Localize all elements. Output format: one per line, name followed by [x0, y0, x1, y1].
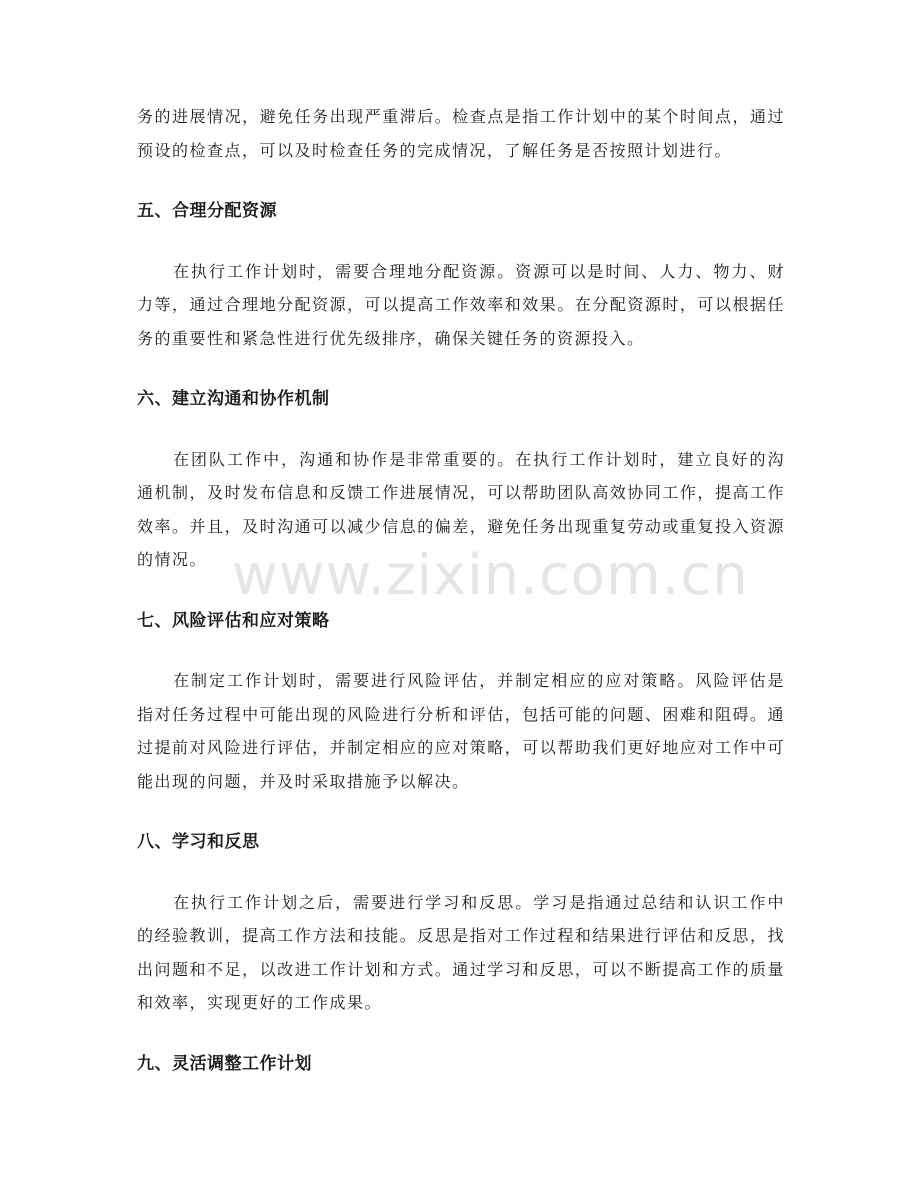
document-page: [137, 100, 785, 1081]
section-paragraph-8: 在执行工作计划之后，需要进行学习和反思。学习是指通过总结和认识工作中的经验教训，提高工作方法和技能。反思是指对工作过程和结果进行评估和反思，找出问题和不足，以改进工作计划和方式。通过学习和反思，可以不断提高工作的质量和效率，实现更好的工作成果。: [137, 892, 785, 1012]
continued-paragraph: 务的进展情况，避免任务出现严重滞后。检查点是指工作计划中的某个时间点，通过预设的检查点，可以及时检查任务的完成情况，了解任务是否按照计划进行。: [137, 107, 785, 160]
section-heading-6: 六、建立沟通和协作机制: [137, 389, 330, 409]
section-heading-5: 五、合理分配资源: [137, 201, 277, 221]
watermark-logo: www.zixin.com.cn: [232, 543, 749, 608]
section-paragraph-7: 在制定工作计划时，需要进行风险评估，并制定相应的应对策略。风险评估是指对任务过程中可能出现的风险进行分析和评估，包括可能的问题、困难和阻碍。通过提前对风险进行评估，并制定相应的应对策略，可以帮助我们更好地应对工作中可能出现的问题，并及时采取措施予以解决。: [137, 671, 785, 791]
section-paragraph-5: 在执行工作计划时，需要合理地分配资源。资源可以是时间、人力、物力、财力等，通过合理地分配资源，可以提高工作效率和效果。在分配资源时，可以根据任务的重要性和紧急性进行优先级排序，确保关键任务的资源投入。: [137, 261, 785, 348]
section-paragraph-6: 在团队工作中，沟通和协作是非常重要的。在执行工作计划时，建立良好的沟通机制，及时发布信息和反馈工作进展情况，可以帮助团队高效协同工作，提高工作效率。并且，及时沟通可以减少信息的偏差，避免任务出现重复劳动或重复投入资源的情况。: [137, 449, 785, 569]
section-heading-9: 九、灵活调整工作计划: [137, 1053, 312, 1074]
section-heading-7: 七、风险评估和应对策略: [137, 610, 330, 631]
section-heading-8: 八、学习和反思: [137, 832, 260, 852]
